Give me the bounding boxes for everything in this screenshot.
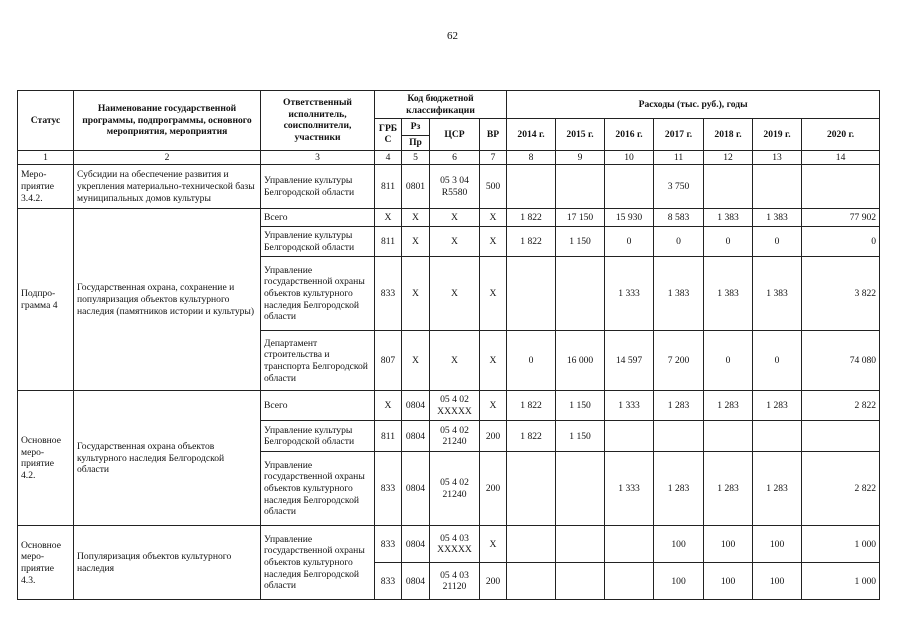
cell-value: 1 000 [802,526,880,563]
cell-csr: Х [430,227,480,257]
row-executor: Управление культуры Белгородской области [261,165,375,209]
cell-value [753,165,802,209]
cell-grbs: 811 [375,165,402,209]
header-year: 2015 г. [556,119,605,151]
cell-rzpr: 0804 [402,452,430,526]
cell-value: 1 333 [605,452,654,526]
header-row [18,91,880,119]
row-status: Подпро-грамма 4 [18,209,74,391]
cell-value [507,452,556,526]
cell-value [507,526,556,563]
cell-value: 1 000 [802,563,880,600]
header-executor: Ответственный исполнитель, соисполнители, участники [261,91,375,151]
row-executor: Всего [261,209,375,227]
cell-value: 100 [654,563,704,600]
cell-value: 3 822 [802,257,880,331]
table-row [18,165,880,209]
cell-value: 0 [802,227,880,257]
col-number: 1 [18,150,74,165]
cell-csr: Х [430,331,480,391]
cell-vr: Х [480,209,507,227]
cell-csr: 05 4 03 ХХХХХ [430,526,480,563]
header-year: 2020 г. [802,119,880,151]
cell-vr: Х [480,526,507,563]
header-csr: ЦСР [430,119,480,151]
cell-vr: 200 [480,563,507,600]
cell-vr: Х [480,227,507,257]
cell-value: 100 [704,563,753,600]
cell-rzpr: 0804 [402,421,430,452]
row-executor: Управление культуры Белгородской области [261,421,375,452]
cell-value: 1 283 [753,391,802,421]
cell-rzpr: 0804 [402,391,430,421]
cell-value [605,526,654,563]
page-number: 62 [447,30,458,42]
cell-grbs: Х [375,209,402,227]
cell-value: 0 [507,331,556,391]
cell-csr: 05 4 03 21120 [430,563,480,600]
cell-vr: 200 [480,421,507,452]
cell-value: 100 [654,526,704,563]
cell-csr: Х [430,257,480,331]
header-year: 2018 г. [704,119,753,151]
cell-value: 1 150 [556,227,605,257]
col-number: 6 [430,150,480,165]
cell-value [507,257,556,331]
cell-value: 1 383 [704,209,753,227]
cell-value [556,563,605,600]
cell-grbs: 833 [375,452,402,526]
cell-value: 14 597 [605,331,654,391]
cell-grbs: 811 [375,227,402,257]
header-budget-code: Код бюджетной классификации [375,91,507,119]
cell-grbs: 807 [375,331,402,391]
col-number: 10 [605,150,654,165]
cell-value: 17 150 [556,209,605,227]
cell-value: 1 333 [605,257,654,331]
cell-value [556,526,605,563]
row-executor: Управление государственной охраны объектов культурного наследия Белгородской области [261,526,375,600]
cell-rzpr: Х [402,227,430,257]
cell-vr: 500 [480,165,507,209]
cell-value: 100 [753,563,802,600]
cell-value: 0 [704,331,753,391]
header-year: 2019 г. [753,119,802,151]
row-status: Основное меро-приятие 4.3. [18,526,74,600]
cell-value [556,257,605,331]
table-row [18,526,880,563]
cell-value [605,563,654,600]
col-number: 14 [802,150,880,165]
cell-csr: 05 4 02 ХХХХХ [430,391,480,421]
cell-value: 7 200 [654,331,704,391]
cell-value: 1 333 [605,391,654,421]
cell-value: 0 [753,331,802,391]
cell-value [556,452,605,526]
cell-value: 0 [753,227,802,257]
row-name: Субсидии на обеспечение развития и укрепления материально-технической базы муниципальных домов культуры [74,165,261,209]
header-status: Статус [18,91,74,151]
cell-value [556,165,605,209]
cell-value: 1 383 [654,257,704,331]
budget-table [17,90,880,600]
cell-value: 1 822 [507,209,556,227]
cell-grbs: 811 [375,421,402,452]
cell-value: 3 750 [654,165,704,209]
cell-value [704,165,753,209]
cell-value: 1 150 [556,391,605,421]
header-grbs: ГРБ С [375,119,402,151]
cell-value: 16 000 [556,331,605,391]
cell-value: 0 [605,227,654,257]
cell-value [507,165,556,209]
col-number: 3 [261,150,375,165]
cell-value: 77 902 [802,209,880,227]
cell-vr: Х [480,257,507,331]
col-number: 7 [480,150,507,165]
cell-vr: 200 [480,452,507,526]
cell-rzpr: Х [402,257,430,331]
cell-value: 74 080 [802,331,880,391]
col-number: 9 [556,150,605,165]
cell-value: 1 822 [507,227,556,257]
cell-grbs: 833 [375,257,402,331]
cell-value [605,421,654,452]
cell-grbs: 833 [375,563,402,600]
row-executor: Департамент строительства и транспорта Белгородской области [261,331,375,391]
col-number: 13 [753,150,802,165]
cell-vr: Х [480,331,507,391]
cell-vr: Х [480,391,507,421]
cell-value [753,421,802,452]
cell-csr: Х [430,209,480,227]
row-status: Меро-приятие 3.4.2. [18,165,74,209]
cell-value: 1 383 [753,257,802,331]
row-executor: Управление государственной охраны объектов культурного наследия Белгородской области [261,257,375,331]
cell-csr: 05 4 02 21240 [430,452,480,526]
header-name: Наименование государственной программы, подпрограммы, основного мероприятия, мероприятия [74,91,261,151]
header-vr: ВР [480,119,507,151]
row-executor: Управление культуры Белгородской области [261,227,375,257]
row-name: Государственная охрана, сохранение и популяризация объектов культурного наследия (памятников истории и культуры) [74,209,261,391]
cell-value: 1 283 [654,452,704,526]
table-row [18,209,880,227]
col-number: 12 [704,150,753,165]
cell-csr: 05 3 04 R5580 [430,165,480,209]
row-executor: Всего [261,391,375,421]
cell-value [704,421,753,452]
cell-value: 1 283 [654,391,704,421]
cell-value: 1 383 [753,209,802,227]
cell-value: 0 [654,227,704,257]
header-year: 2016 г. [605,119,654,151]
col-number: 8 [507,150,556,165]
cell-value [654,421,704,452]
cell-value: 2 822 [802,452,880,526]
col-number: 5 [402,150,430,165]
cell-value: 2 822 [802,391,880,421]
row-name: Государственная охрана объектов культурного наследия Белгородской области [74,391,261,526]
cell-grbs: Х [375,391,402,421]
cell-csr: 05 4 02 21240 [430,421,480,452]
cell-value: 1 283 [704,452,753,526]
cell-value [605,165,654,209]
cell-rzpr: Х [402,209,430,227]
cell-value: 15 930 [605,209,654,227]
col-number: 11 [654,150,704,165]
cell-value: 1 283 [704,391,753,421]
table-row [18,391,880,421]
cell-value: 0 [704,227,753,257]
cell-rzpr: 0801 [402,165,430,209]
row-status: Основное меро-приятие 4.2. [18,391,74,526]
col-number: 2 [74,150,261,165]
header-expenses: Расходы (тыс. руб.), годы [507,91,880,119]
cell-value: 1 150 [556,421,605,452]
cell-grbs: 833 [375,526,402,563]
cell-value [802,165,880,209]
column-numbers-row [18,150,880,165]
cell-value: 1 822 [507,391,556,421]
cell-rzpr: 0804 [402,563,430,600]
cell-value: 1 383 [704,257,753,331]
cell-rzpr: Х [402,331,430,391]
header-rz: Рз [402,119,430,136]
cell-value [802,421,880,452]
cell-value: 100 [753,526,802,563]
header-year: 2014 г. [507,119,556,151]
col-number: 4 [375,150,402,165]
header-pr: Пр [402,136,430,151]
cell-value: 1 283 [753,452,802,526]
cell-value [507,563,556,600]
cell-value: 8 583 [654,209,704,227]
header-year: 2017 г. [654,119,704,151]
cell-rzpr: 0804 [402,526,430,563]
cell-value: 1 822 [507,421,556,452]
row-name: Популяризация объектов культурного наследия [74,526,261,600]
row-executor: Управление государственной охраны объектов культурного наследия Белгородской области [261,452,375,526]
cell-value: 100 [704,526,753,563]
